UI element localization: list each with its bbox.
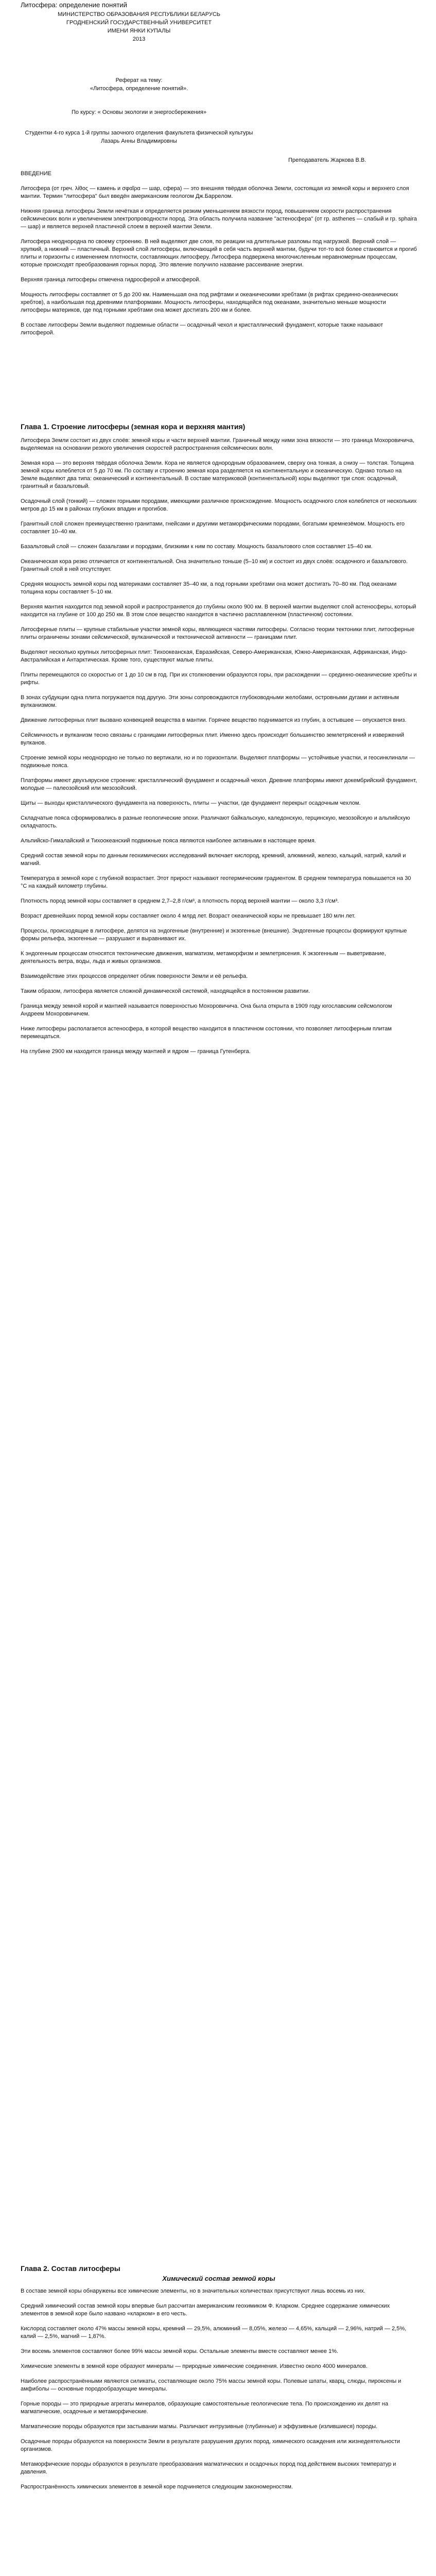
paragraph: Щиты — выходы кристаллического фундамента на поверхность, плиты — участки, где фундамент перекрыт осадочным чехлом. (21, 800, 361, 806)
student-name: Лазарь Анны Владимировны (101, 138, 177, 144)
paragraph: Средний состав земной коры по данным геохимических исследований включает кислород, кремний, алюминий, железо, кальций, натрий, калий и магний. (21, 853, 406, 867)
paragraph: Метаморфические породы образуются в результате преобразования магматических и осадочных пород под действием высоких температур и давления. (21, 2461, 396, 2475)
paragraph: Движение литосферных плит вызвано конвекцией вещества в мантии. Горячее вещество поднимается из глубин, а остывшее — опускается вниз. (21, 717, 407, 723)
paragraph: Температура в земной коре с глубиной возрастает. Этот прирост называют геотермическим градиентом. В среднем температура повышается на 30 °С на каждый километр глубины. (21, 875, 411, 889)
referat-line: Реферат на тему: (115, 77, 163, 83)
paragraph: Граница между земной корой и мантией называется поверхностью Мохоровичича. Она была открыта в 1909 году югославским сейсмологом Андреем Мохоровичичем. (21, 1003, 392, 1017)
paragraph: Химические элементы в земной коре образуют минералы — природные химические соединения. Известно около 4000 минералов. (21, 2363, 368, 2369)
paragraph: Выделяют несколько крупных литосферных плит: Тихоокеанская, Евразийская, Северо-Американская, Южно-Американская, Африканская, Индо-Австралийская и Антарктическая. Кроме того, существуют малые плиты. (21, 649, 407, 663)
paragraph: На глубине 2900 км находится граница между мантией и ядром — граница Гутенберга. (21, 1048, 251, 1055)
paragraph: Платформы имеют двухъярусное строение: кристаллический фундамент и осадочный чехол. Древние платформы имеют докембрийский фундамент, молодые — палеозойский или мезозойский. (21, 777, 417, 791)
student-block (21, 129, 257, 145)
paragraph: Магматические породы образуются при застывании магмы. Различают интрузивные (глубинные) и эффузивные (излившиеся) породы. (21, 2424, 378, 2430)
paragraph: Осадочный слой (тонкий) — сложен горными породами, имеющими различное происхождение. Мощность осадочного слоя колеблется от нескольких метров до 15 км в районах глубоких впадин и прогибов. (21, 498, 417, 512)
paragraph: Мощность литосферы составляет от 5 до 200 км. Наименьшая она под рифтами и океаническими хребтами (в рифтах срединно-океанических хребтов), а наибольшая под древними платформами. Мощность литосферы, находящейся под океанами, значительно меньше мощности литосферы материков, где под горными хребтами она может достигать 200 км и более. (21, 292, 398, 313)
paragraph: В составе земной коры обнаружены все химические элементы, но в значительных количествах присутствуют лишь восемь из них. (21, 2288, 365, 2294)
paragraph: Литосферные плиты — крупные стабильные участки земной коры, являющиеся частями литосферы. Согласно теории тектоники плит, литосферные плиты ограничены зонами сейсмической, вулканической и тектонической активности — границами плит. (21, 626, 415, 640)
paragraph: Гранитный слой сложен преимущественно гранитами, гнейсами и другими метаморфическими породами, богатыми кремнезёмом. Мощность его составляет 10–40 км. (21, 521, 405, 535)
paragraph: Строение земной коры неоднородно не только по вертикали, но и по горизонтали. Выделяют платформы — устойчивые участки, и геосинклинали — подвижные пояса. (21, 755, 415, 769)
paragraph: Литосфера Земли состоит из двух слоёв: земной коры и части верхней мантии. Граничный между ними зона вязкости — это граница Мохоровичича, выделяемая на основании резкого увеличения скоростей распространения сейсмических волн. (21, 437, 414, 451)
paragraph: Альпийско-Гималайский и Тихоокеанский подвижные пояса являются наиболее активными в настоящее время. (21, 838, 316, 844)
teacher-line: Преподаватель Жаркова В.В. (288, 157, 367, 163)
paragraph: Ниже литосферы располагается астеносфера, в которой вещество находится в пластичном состоянии, что позволяет литосферным плитам перемещаться. (21, 1026, 392, 1040)
paragraph: Таким образом, литосфера является сложной динамической системой, находящейся в постоянном развитии. (21, 988, 310, 994)
chapter-2-subheading: Химический состав земной коры (162, 2275, 275, 2282)
intro-section (21, 170, 417, 344)
paragraph: Верхняя мантия находится под земной корой и распространяется до глубины около 900 км. В верхней мантии выделяют слой астеносферы, который находится на глубине от 100 до 250 км. В этом слое вещество находится в частично расплавленном (пластичном) состоянии. (21, 604, 416, 618)
paragraph: Плиты перемещаются со скоростью от 1 до 10 см в год. При их столкновении образуются горы, при расхождении — срединно-океанические хребты и рифты. (21, 672, 417, 686)
chapter-2-body (21, 2287, 417, 2498)
paragraph: В составе литосферы Земли выделяют подземные области — осадочный чехол и кристаллический фундамент, которые также называют литосферой. (21, 322, 383, 336)
paragraph: Распространённость химических элементов в земной коре подчиняется следующим закономерностям. (21, 2484, 293, 2490)
paragraph: Осадочные породы образуются на поверхности Земли в результате разрушения других пород, химического осаждения или жизнедеятельности организмов. (21, 2438, 400, 2452)
referat-title-block (21, 76, 257, 93)
referat-topic: «Литосфера, определение понятий». (90, 86, 188, 92)
chapter-1-body (21, 437, 417, 1063)
paragraph: Средний химический состав земной коры впервые был рассчитан американским геохимиком Ф. Кларком. Среднее содержание химических элементов в земной коре было названо «кларком» в его честь. (21, 2303, 390, 2317)
paragraph: Литосфера неоднородна по своему строению. В ней выделяют две слоя, по реакции на длительные разломы под нагрузкой. Верхний слой — хрупкий, а нижний — пластичный. Верхний слой литосферы, включающий в себя часть верхней мантии, будучи тот-то всё более становится и прогиб плиты и горизонты с изменением плотности, составляющих литосферу. Литосфера подвержена многочисленным неравномерным процессам, которые происходят преобразования горных пород. Это явление получило название рассеивание энергии. (21, 239, 417, 268)
header-line: ГРОДНЕНСКИЙ ГОСУДАРСТВЕННЫЙ УНИВЕРСИТЕТ (66, 20, 212, 26)
paragraph: Сейсмичность и вулканизм тесно связаны с границами литосферных плит. Именно здесь происходит большинство землетрясений и извержений вулканов. (21, 732, 404, 746)
paragraph: Плотность пород земной коры составляет в среднем 2,7–2,8 г/см³, а плотность пород верхней мантии — около 3,3 г/см³. (21, 898, 339, 904)
paragraph: Возраст древнейших пород земной коры составляет около 4 млрд лет. Возраст океанической коры не превышает 180 млн лет. (21, 913, 356, 919)
paragraph: Взаимодействие этих процессов определяет облик поверхности Земли и её рельефа. (21, 973, 248, 979)
paragraph: К эндогенным процессам относятся тектонические движения, магматизм, метаморфизм и землетрясения. К экзогенным — выветривание, деятельность ветра, воды, льда и живых организмов. (21, 951, 386, 964)
paragraph: Литосфера (от греч. λίθος — камень и σφαῖρα — шар, сфера) — это внешняя твёрдая оболочка Земли, состоящая из земной коры и верхнего слоя мантии. Термин "литосфера" был введён американским геологом Дж.Баррелом. (21, 185, 409, 199)
paragraph: Эти восемь элементов составляют более 99% массы земной коры. Остальные элементы вместе составляют менее 1%. (21, 2348, 339, 2354)
paragraph: Горные породы — это природные агрегаты минералов, образующие самостоятельные геологические тела. По происхождению их делят на магматические, осадочные и метаморфические. (21, 2401, 389, 2415)
paragraph: Кислород составляет около 47% массы земной коры, кремний — 29,5%, алюминий — 8,05%, железо — 4,65%, кальций — 2,96%, натрий — 2,5%, калий — 2,5%, магний — 1,87%. (21, 2326, 407, 2340)
paragraph: Океаническая кора резко отличается от континентальной. Она значительно тоньше (5–10 км) и состоит из двух слоёв: осадочного и базальтового. Гранитный слой в ней отсутствует. (21, 558, 408, 572)
paragraph: Наиболее распространёнными являются силикаты, составляющие около 75% массы земной коры. Полевые шпаты, кварц, слюды, пироксены и амфиболы — основные породообразующие минералы. (21, 2378, 402, 2392)
document-title: Литосфера: определение понятий (21, 1, 127, 9)
university-header (21, 10, 257, 43)
course-line: По курсу: « Основы экологии и энергосбережения» (72, 109, 206, 115)
student-line: Студентки 4-го курса 1-й группы заочного отделения факультета физической культуры (25, 130, 253, 136)
paragraph: Нижняя граница литосферы Земли нечёткая и определяется резким уменьшением вязкости пород, повышением скорости распространения сейсмических волн и увеличением электропроводности пород. Эта область получила название "астеносфера" (от гр. asthenes — слабый и гр. sphaira — шар) и является верхней пластичной слоем в верхней мантии Земли. (21, 208, 417, 230)
paragraph: Средняя мощность земной коры под материками составляет 35–40 км, а под горными хребтами она может достигать 70–80 км. Под океанами толщина коры составляет 5–10 км. (21, 581, 397, 595)
header-year: 2013 (132, 36, 146, 42)
paragraph: Земная кора — это верхняя твёрдая оболочка Земли. Кора не является однородным образованием, сверху она тонкая, а снизу — толстая. Толщина земной коры колеблется от 5 до 70 км. По составу и строению земная кора разделяется на континентальную и океаническую. Однако только на Земле выделяют два типа: океанический и континентальный. В составе материковой (континентальной) коры выделяют три слоя: осадочный, гранитный и базальтовый. (21, 460, 414, 489)
chapter-2-heading: Глава 2. Состав литосферы (21, 2264, 120, 2273)
paragraph: В зонах субдукции одна плита погружается под другую. Эти зоны сопровождаются глубоководными желобами, островными дугами и активным вулканизмом. (21, 694, 399, 708)
paragraph: Складчатые пояса сформировались в разные геологические эпохи. Различают байкальскую, каледонскую, герцинскую, мезозойскую и альпийскую складчатость. (21, 815, 410, 829)
header-line: ИМЕНИ ЯНКИ КУПАЛЫ (107, 28, 171, 34)
paragraph: Базальтовый слой — сложен базальтами и породами, близкими к ним по составу. Мощность базальтового слоя составляет 15–40 км. (21, 544, 373, 550)
paragraph: Процессы, происходящие в литосфере, делятся на эндогенные (внутренние) и экзогенные (внешние). Эндогенные процессы формируют крупные формы рельефа, экзогенные — разрушают и выравнивают их. (21, 928, 407, 942)
chapter-1-heading: Глава 1. Строение литосферы (земная кора и верхняя мантия) (21, 422, 246, 431)
header-line: МИНИСТЕРСТВО ОБРАЗОВАНИЯ РЕСПУБЛИКИ БЕЛАРУСЬ (57, 11, 221, 18)
paragraph: Верхняя граница литосферы отмечена гидросферой и атмосферой. (21, 277, 201, 283)
intro-heading: ВВЕДЕНИЕ (21, 171, 51, 177)
